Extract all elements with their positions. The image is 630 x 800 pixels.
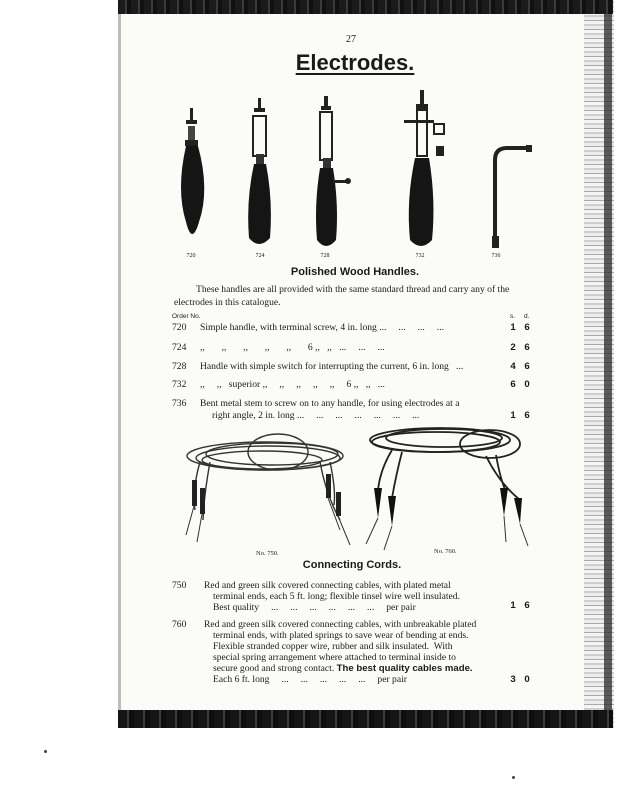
item-description: Simple handle, with terminal screw, 4 in. long ... ... ... ... xyxy=(200,322,444,333)
order-number: 728 xyxy=(172,361,187,372)
cord-description-line: special spring arrangement where attached to terminal inside to xyxy=(213,652,456,663)
pence-header: d. xyxy=(524,313,530,320)
price-shillings: 1 xyxy=(510,410,516,421)
price-pence: 6 xyxy=(524,322,530,333)
cord-description-line: Each 6 ft. long ... ... ... ... ... per pair xyxy=(213,674,407,685)
order-number: 760 xyxy=(172,619,187,630)
figure-number-728: 728 xyxy=(320,253,330,259)
price-pence: 6 xyxy=(524,410,530,421)
cord-description-text: secure good and strong contact. xyxy=(213,663,335,674)
page-title: Electrodes. xyxy=(295,50,415,75)
price-pence: 0 xyxy=(524,674,530,685)
cord-description-line: Flexible stranded copper wire, rubber and silk insulated. With xyxy=(213,641,453,652)
page-bottom-binding xyxy=(118,710,613,728)
order-number: 736 xyxy=(172,398,187,409)
price-pence: 6 xyxy=(524,600,530,611)
order-number: 732 xyxy=(172,379,187,390)
page-number: 27 xyxy=(346,34,356,45)
item-description: ,, ,, superior ,, ,, ,, ,, ,, 6 ,, ,, ... xyxy=(200,379,385,390)
connecting-cords-illustration xyxy=(0,0,630,150)
price-shillings: 6 xyxy=(510,379,516,390)
price-shillings: 1 xyxy=(510,322,516,333)
handles-caption: Polished Wood Handles. xyxy=(290,266,420,278)
price-shillings: 1 xyxy=(510,600,516,611)
handles-intro: These handles are all provided with the same standard thread and carry any of the electrodes in this catalogue. xyxy=(174,284,510,308)
item-description: Handle with simple switch for interrupting the current, 6 in. long ... xyxy=(200,361,464,372)
scan-speck xyxy=(44,750,47,753)
cord-description-line: terminal ends, with plated springs to save wear of bending at ends. xyxy=(213,630,469,641)
cord-description-line: Best quality ... ... ... ... ... ... per pair xyxy=(213,602,416,613)
bent-stem-736-drawing xyxy=(492,145,532,248)
figure-number-736: 736 xyxy=(491,253,501,259)
order-number: 720 xyxy=(172,322,187,333)
price-shillings: 3 xyxy=(510,674,516,685)
figure-number-724: 724 xyxy=(255,253,265,259)
item-description-continued: right angle, 2 in. long ... ... ... ... ... ... ... xyxy=(212,410,420,421)
scan-speck xyxy=(512,776,515,779)
price-shillings: 2 xyxy=(510,342,516,353)
order-number: 750 xyxy=(172,580,187,591)
price-pence: 0 xyxy=(524,379,530,390)
best-quality-slogan: The best quality cables made. xyxy=(336,663,473,674)
figure-label-760: No. 760. xyxy=(434,548,457,555)
figure-label-750: No. 750. xyxy=(256,550,279,557)
figure-number-732: 732 xyxy=(415,253,425,259)
cords-caption: Connecting Cords. xyxy=(302,559,402,571)
cord-description-line: Red and green silk covered connecting cables, with plated metal xyxy=(204,580,451,591)
item-description: Bent metal stem to screw on to any handle, for using electrodes at a xyxy=(200,398,460,409)
cord-description-line: Red and green silk covered connecting cables, with unbreakable plated xyxy=(204,619,477,630)
price-pence: 6 xyxy=(524,361,530,372)
order-no-header: Order No. xyxy=(172,313,201,320)
price-shillings: 4 xyxy=(510,361,516,372)
item-description: ,, ,, ,, ,, ,, 6 ,, ,, ... ... ... xyxy=(200,342,385,353)
cord-description-line: terminal ends, each 5 ft. long; flexible tinsel wire well insulated. xyxy=(213,591,460,602)
order-number: 724 xyxy=(172,342,187,353)
price-pence: 6 xyxy=(524,342,530,353)
figure-number-720: 720 xyxy=(186,253,196,259)
shillings-header: s. xyxy=(510,313,516,320)
